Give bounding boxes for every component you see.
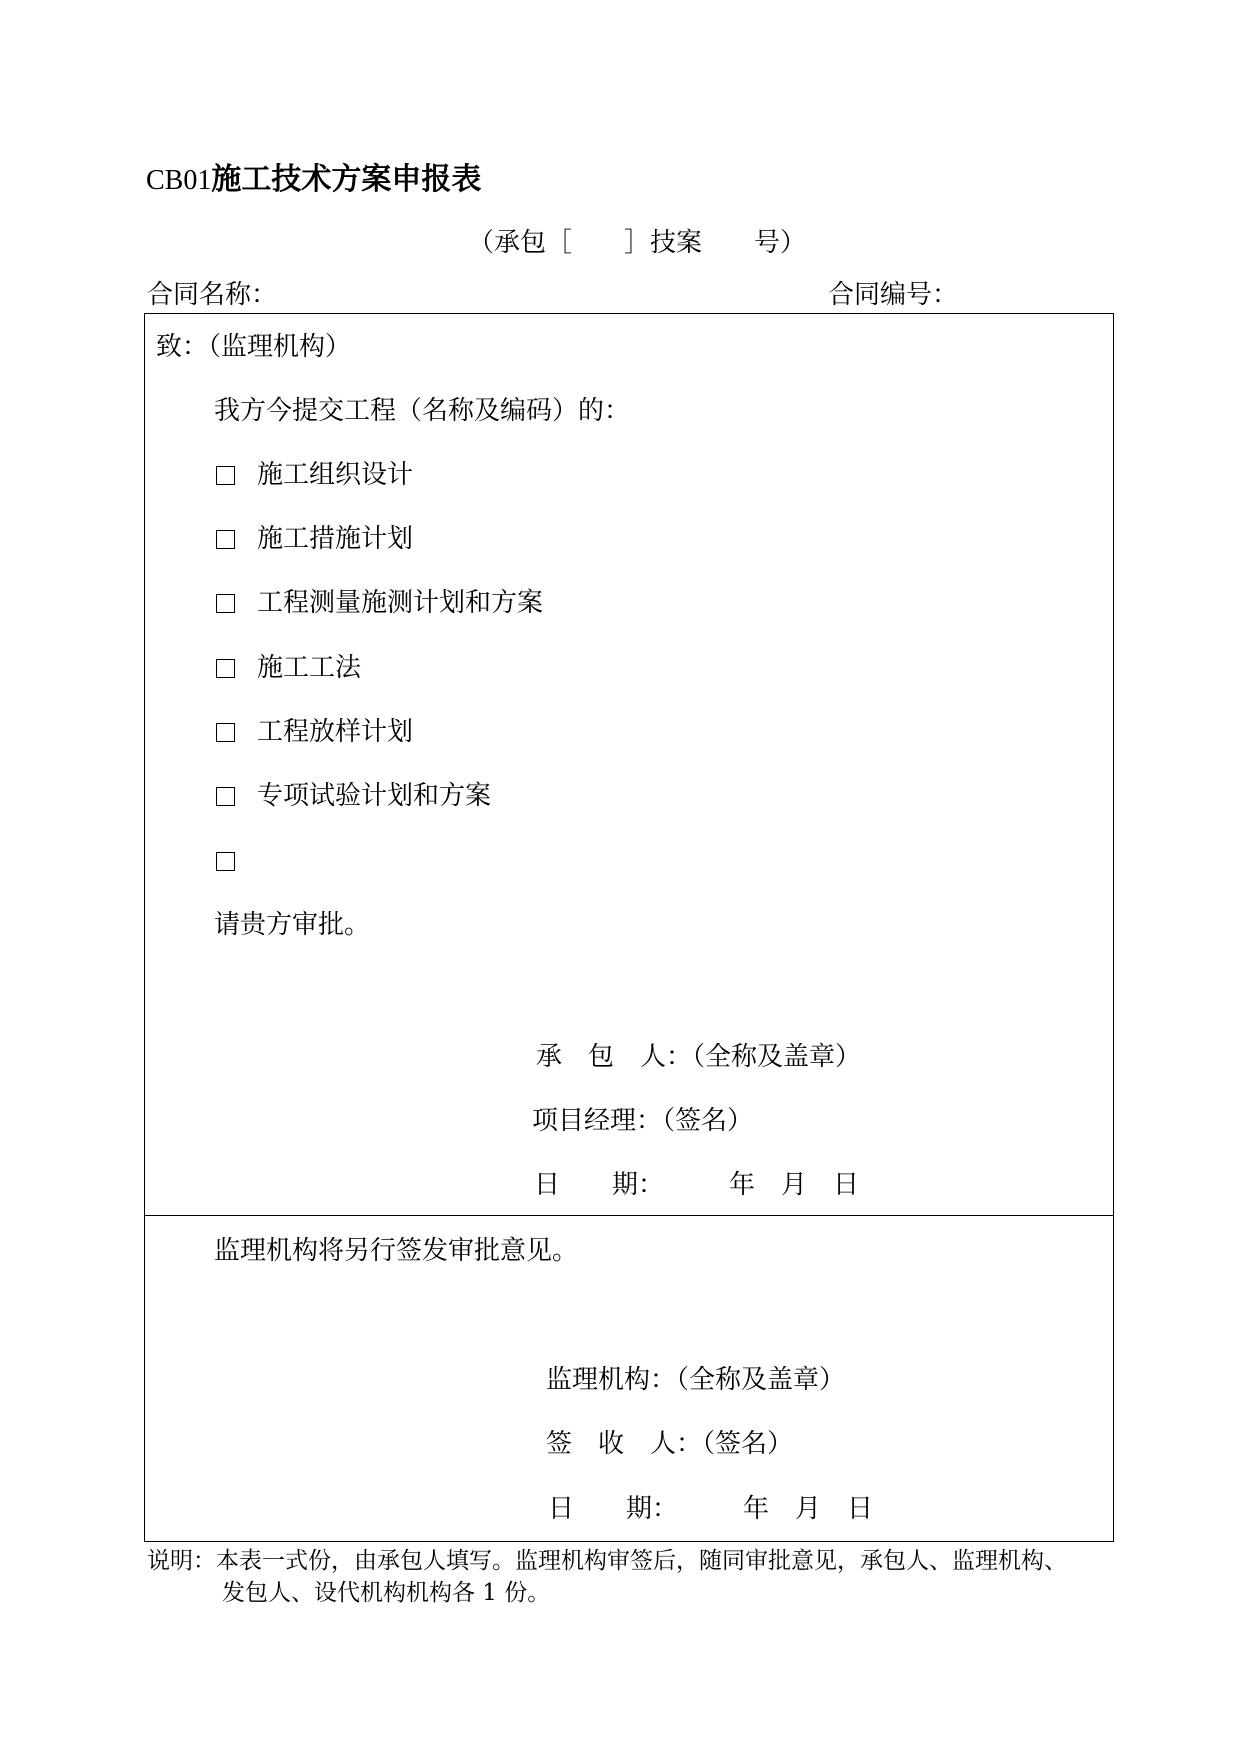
option-label-4: 施工工法 <box>257 653 362 683</box>
addressee: 致：（监理机构） <box>156 332 352 362</box>
project-manager-label: 项目经理：（签名） <box>532 1106 754 1136</box>
option-checkbox-3[interactable] <box>216 594 235 613</box>
footer-note-line-2: 发包人、设代机构机构各 1 份。 <box>222 1580 551 1606</box>
option-label-1: 施工组织设计 <box>257 460 414 490</box>
option-checkbox-6[interactable] <box>216 787 235 806</box>
form-title <box>146 159 481 201</box>
supervisor-statement: 监理机构将另行签发审批意见。 <box>214 1236 579 1266</box>
contractor-label: 承 包 人：（全称及盖章） <box>536 1042 862 1072</box>
option-label-3: 工程测量施测计划和方案 <box>257 588 544 618</box>
option-checkbox-4[interactable] <box>216 659 235 678</box>
supervisor-date-label: 日 期： 年 月 日 <box>548 1494 874 1524</box>
option-label-5: 工程放样计划 <box>257 717 414 747</box>
option-checkbox-5[interactable] <box>216 723 235 742</box>
option-checkbox-7[interactable] <box>216 852 235 871</box>
receiver-label: 签 收 人：（签名） <box>546 1429 794 1459</box>
form-code: CB01 <box>146 165 212 196</box>
section-divider <box>144 1215 1114 1216</box>
option-label-6: 专项试验计划和方案 <box>257 781 492 811</box>
submission-number: （承包［ ］技案 号） <box>468 228 807 258</box>
option-label-2: 施工措施计划 <box>257 524 414 554</box>
option-checkbox-1[interactable] <box>216 466 235 485</box>
intro-text: 我方今提交工程（名称及编码）的： <box>214 396 631 426</box>
contractor-date-label: 日 期： 年 月 日 <box>534 1170 860 1200</box>
request-text: 请贵方审批。 <box>214 910 371 940</box>
form-title-text: 施工技术方案申报表 <box>211 162 482 197</box>
supervisor-org-label: 监理机构：（全称及盖章） <box>546 1365 846 1395</box>
contract-name-label: 合同名称： <box>147 280 278 310</box>
contract-number-label: 合同编号： <box>828 280 959 310</box>
footer-note-line-1: 说明：本表一式份，由承包人填写。监理机构审签后，随同审批意见，承包人、监理机构、 <box>147 1548 1067 1574</box>
option-checkbox-2[interactable] <box>216 530 235 549</box>
